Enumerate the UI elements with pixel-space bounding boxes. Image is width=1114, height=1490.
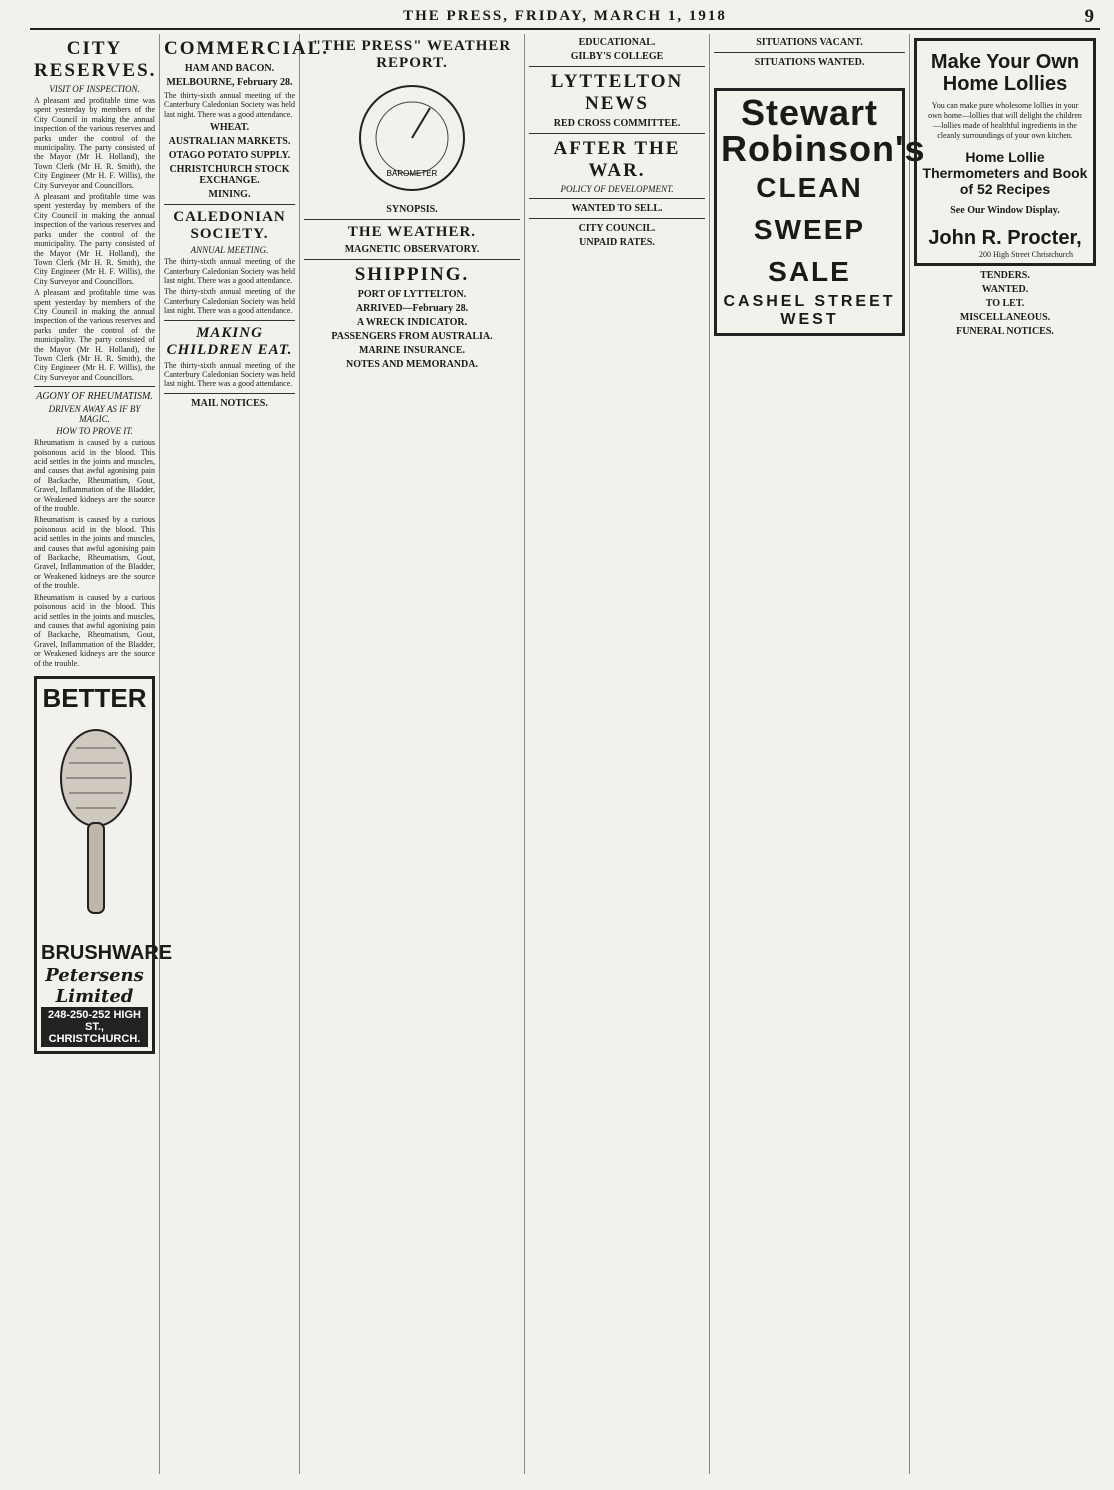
rheumatism-article: Rheumatism is caused by a curious poisonous acid in the blood. This acid settles in the joints and muscles, and causes that awful agonising pain of Backache, Rheumatism, Gout, Gravel, Inflammation of the Bladder, or Weakened kidneys are the source of the trouble. xyxy=(34,438,155,514)
procter-firm-name: John R. Procter, xyxy=(928,227,1082,249)
lyttelton-news-heading: LYTTELTON NEWS xyxy=(550,71,684,114)
brushware-word: BRUSHWARE xyxy=(41,941,173,964)
barometer-dial xyxy=(352,78,472,198)
rheumatism-subheading: DRIVEN AWAY AS IF BY MAGIC. xyxy=(48,404,141,425)
rheumatism-subheading-2: HOW TO PROVE IT. xyxy=(56,426,133,437)
rheumatism-article-cont: Rheumatism is caused by a curious poisonous acid in the blood. This acid settles in the joints and muscles, and causes that awful agonising pain of Backache, Rheumatism, Gout, Gravel, Inflammation of the Bladder, or Weakened kidneys are the source of the trouble. xyxy=(34,515,155,591)
caledonian-article-cont: The thirty-sixth annual meeting of the Canterbury Caledonian Society was held last night. There was a good attendance. xyxy=(164,287,295,316)
arrived-heading: ARRIVED—February 28. xyxy=(355,303,469,314)
passengers-heading: PASSENGERS FROM AUSTRALIA. xyxy=(331,331,493,342)
wanted-heading: WANTED. xyxy=(981,284,1029,295)
synopsis-heading: SYNOPSIS. xyxy=(386,204,438,215)
page-number: 9 xyxy=(1084,6,1096,27)
wheat-heading: WHEAT. xyxy=(209,122,250,134)
brush-title: BETTER xyxy=(42,682,147,713)
caledonian-heading: CALEDONIAN SOCIETY. xyxy=(173,209,286,243)
commercial-text: The thirty-sixth annual meeting of the Canterbury Caledonian Society was held last night. There was a good attendance. xyxy=(164,91,295,119)
clean-sweep-sale-title: CLEAN SWEEP SALE xyxy=(753,172,866,287)
after-the-war-heading: AFTER THE WAR. xyxy=(553,138,681,181)
situations-vacant-heading: SITUATIONS VACANT. xyxy=(756,37,863,48)
australian-markets-heading: AUSTRALIAN MARKETS. xyxy=(168,136,291,148)
rheumatism-article-cont2: Rheumatism is caused by a curious poisonous acid in the blood. This acid settles in the joints and muscles, and causes that awful agonising pain of Backache, Rheumatism, Gout, Gravel, Inflammation of the Bladder, or Weakened kidneys are the source of the trouble. xyxy=(34,592,155,668)
column-educational xyxy=(525,34,710,1474)
caledonian-article: The thirty-sixth annual meeting of the Canterbury Caledonian Society was held last night. There was a good attendance. xyxy=(164,257,295,286)
to-let-heading: TO LET. xyxy=(985,298,1025,309)
mail-notices-heading: MAIL NOTICES. xyxy=(191,397,268,409)
marine-insurance-heading: MARINE INSURANCE. xyxy=(358,345,466,356)
mining-heading: MINING. xyxy=(208,189,251,201)
column-situations xyxy=(710,34,926,1474)
hairbrush-illustration xyxy=(41,718,151,938)
city-reserves-article: A pleasant and profitable time was spent yesterday by members of the City Council in making the annual inspection of the various reserves and parks under the control of the municipality. The party consisted of the Mayor (Mr H. Holland), the Town Clerk (Mr H. R. Smith), the City Engineer (Mr H. F. Willis), the City Surveyor and Councillors. xyxy=(34,96,155,190)
city-reserves-article-cont: A pleasant and profitable time was spent yesterday by members of the City Council in making the annual inspection of the various reserves and parks under the control of the municipality. The party consisted of the Mayor (Mr H. Holland), the Town Clerk (Mr H. R. Smith), the City Engineer (Mr H. F. Willis), the City Surveyor and Councillors. xyxy=(34,192,155,286)
tenders-heading: TENDERS. xyxy=(980,270,1030,281)
petersens-address: 248-250-252 HIGH ST., CHRISTCHURCH. xyxy=(41,1007,148,1047)
city-reserves-article-cont2: A pleasant and profitable time was spent yesterday by members of the City Council in making the annual inspection of the various reserves and parks under the control of the municipality. The party consisted of the Mayor (Mr H. Holland), the Town Clerk (Mr H. R. Smith), the City Engineer (Mr H. F. Willis), the City Surveyor and Councillors. xyxy=(34,288,155,382)
gilbys-college-ad: GILBY'S COLLEGE xyxy=(570,51,664,62)
barometer-label: BAROMETER xyxy=(386,169,438,178)
educational-heading: EDUCATIONAL. xyxy=(578,37,656,48)
wreck-indicator-heading: A WRECK INDICATOR. xyxy=(356,317,468,328)
miscellaneous-heading: MISCELLANEOUS. xyxy=(959,312,1051,323)
making-children-eat-article: The thirty-sixth annual meeting of the Canterbury Caledonian Society was held last night. There was a good attendance. xyxy=(164,360,295,389)
home-lollies-advertisement xyxy=(914,38,1096,266)
column-weather-shipping xyxy=(300,34,525,1474)
lolly-body: You can make pure wholesome lollies in your own home—lollies that will delight the children—lollies made of healthful ingredients in the cleanly surroundings of your own kitchen. xyxy=(928,101,1082,140)
city-reserves-subheading: VISIT OF INSPECTION. xyxy=(49,84,140,94)
city-council-heading: CITY COUNCIL. xyxy=(578,223,656,234)
caledonian-subheading: ANNUAL MEETING. xyxy=(190,245,269,256)
brushware-advertisement xyxy=(34,676,173,1054)
city-reserves-heading: CITY RESERVES. xyxy=(34,38,157,81)
policy-development-heading: POLICY OF DEVELOPMENT. xyxy=(560,184,674,194)
commercial-heading: COMMERCIAL. xyxy=(164,38,330,59)
port-lyttelton-heading: PORT OF LYTTELTON. xyxy=(357,289,467,300)
procter-address: 200 High Street Christchurch xyxy=(979,250,1073,259)
melbourne-heading: MELBOURNE, February 28. xyxy=(166,77,293,88)
wanted-to-sell-heading: WANTED TO SELL. xyxy=(571,203,663,214)
masthead-title: THE PRESS, FRIDAY, MARCH 1, 1918 xyxy=(403,8,727,24)
situations-wanted-heading: SITUATIONS WANTED. xyxy=(754,57,865,68)
magnetic-observatory-heading: MAGNETIC OBSERVATORY. xyxy=(344,244,480,255)
masthead xyxy=(30,6,1100,30)
lolly-title: Make Your Own Home Lollies xyxy=(930,51,1080,95)
stewart-robinson-title: Stewart Robinson's xyxy=(721,92,926,169)
funeral-notices-heading: FUNERAL NOTICES. xyxy=(956,326,1054,337)
column-lollies-tenders xyxy=(910,34,1100,1474)
column-city-reserves xyxy=(30,34,173,1474)
stock-exchange-heading: CHRISTCHURCH STOCK EXCHANGE. xyxy=(169,164,290,187)
the-weather-heading: THE WEATHER. xyxy=(347,224,477,240)
red-cross-heading: RED CROSS COMMITTEE. xyxy=(553,118,681,129)
cashel-street-west: CASHEL STREET WEST xyxy=(723,293,896,328)
lolly-window-display: See Our Window Display. xyxy=(950,205,1060,216)
petersens-logo: Petersens Limited xyxy=(45,964,144,1007)
ham-bacon-heading: HAM AND BACON. xyxy=(184,63,275,74)
weather-report-heading: "THE PRESS" WEATHER REPORT. xyxy=(312,38,512,71)
column-commercial xyxy=(160,34,330,1474)
notes-memoranda-heading: NOTES AND MEMORANDA. xyxy=(346,359,478,370)
otago-potato-heading: OTAGO POTATO SUPPLY. xyxy=(168,150,291,162)
rheumatism-heading: AGONY OF RHEUMATISM. xyxy=(36,391,153,403)
stewart-robinson-advertisement xyxy=(714,88,926,336)
making-children-eat-heading: MAKING CHILDREN EAT. xyxy=(166,324,293,358)
unpaid-rates-heading: UNPAID RATES. xyxy=(579,237,655,248)
lolly-thermometers-title: Home Lollie Thermometers and Book of 52 Recipes xyxy=(922,149,1088,197)
shipping-heading: SHIPPING. xyxy=(354,264,470,285)
